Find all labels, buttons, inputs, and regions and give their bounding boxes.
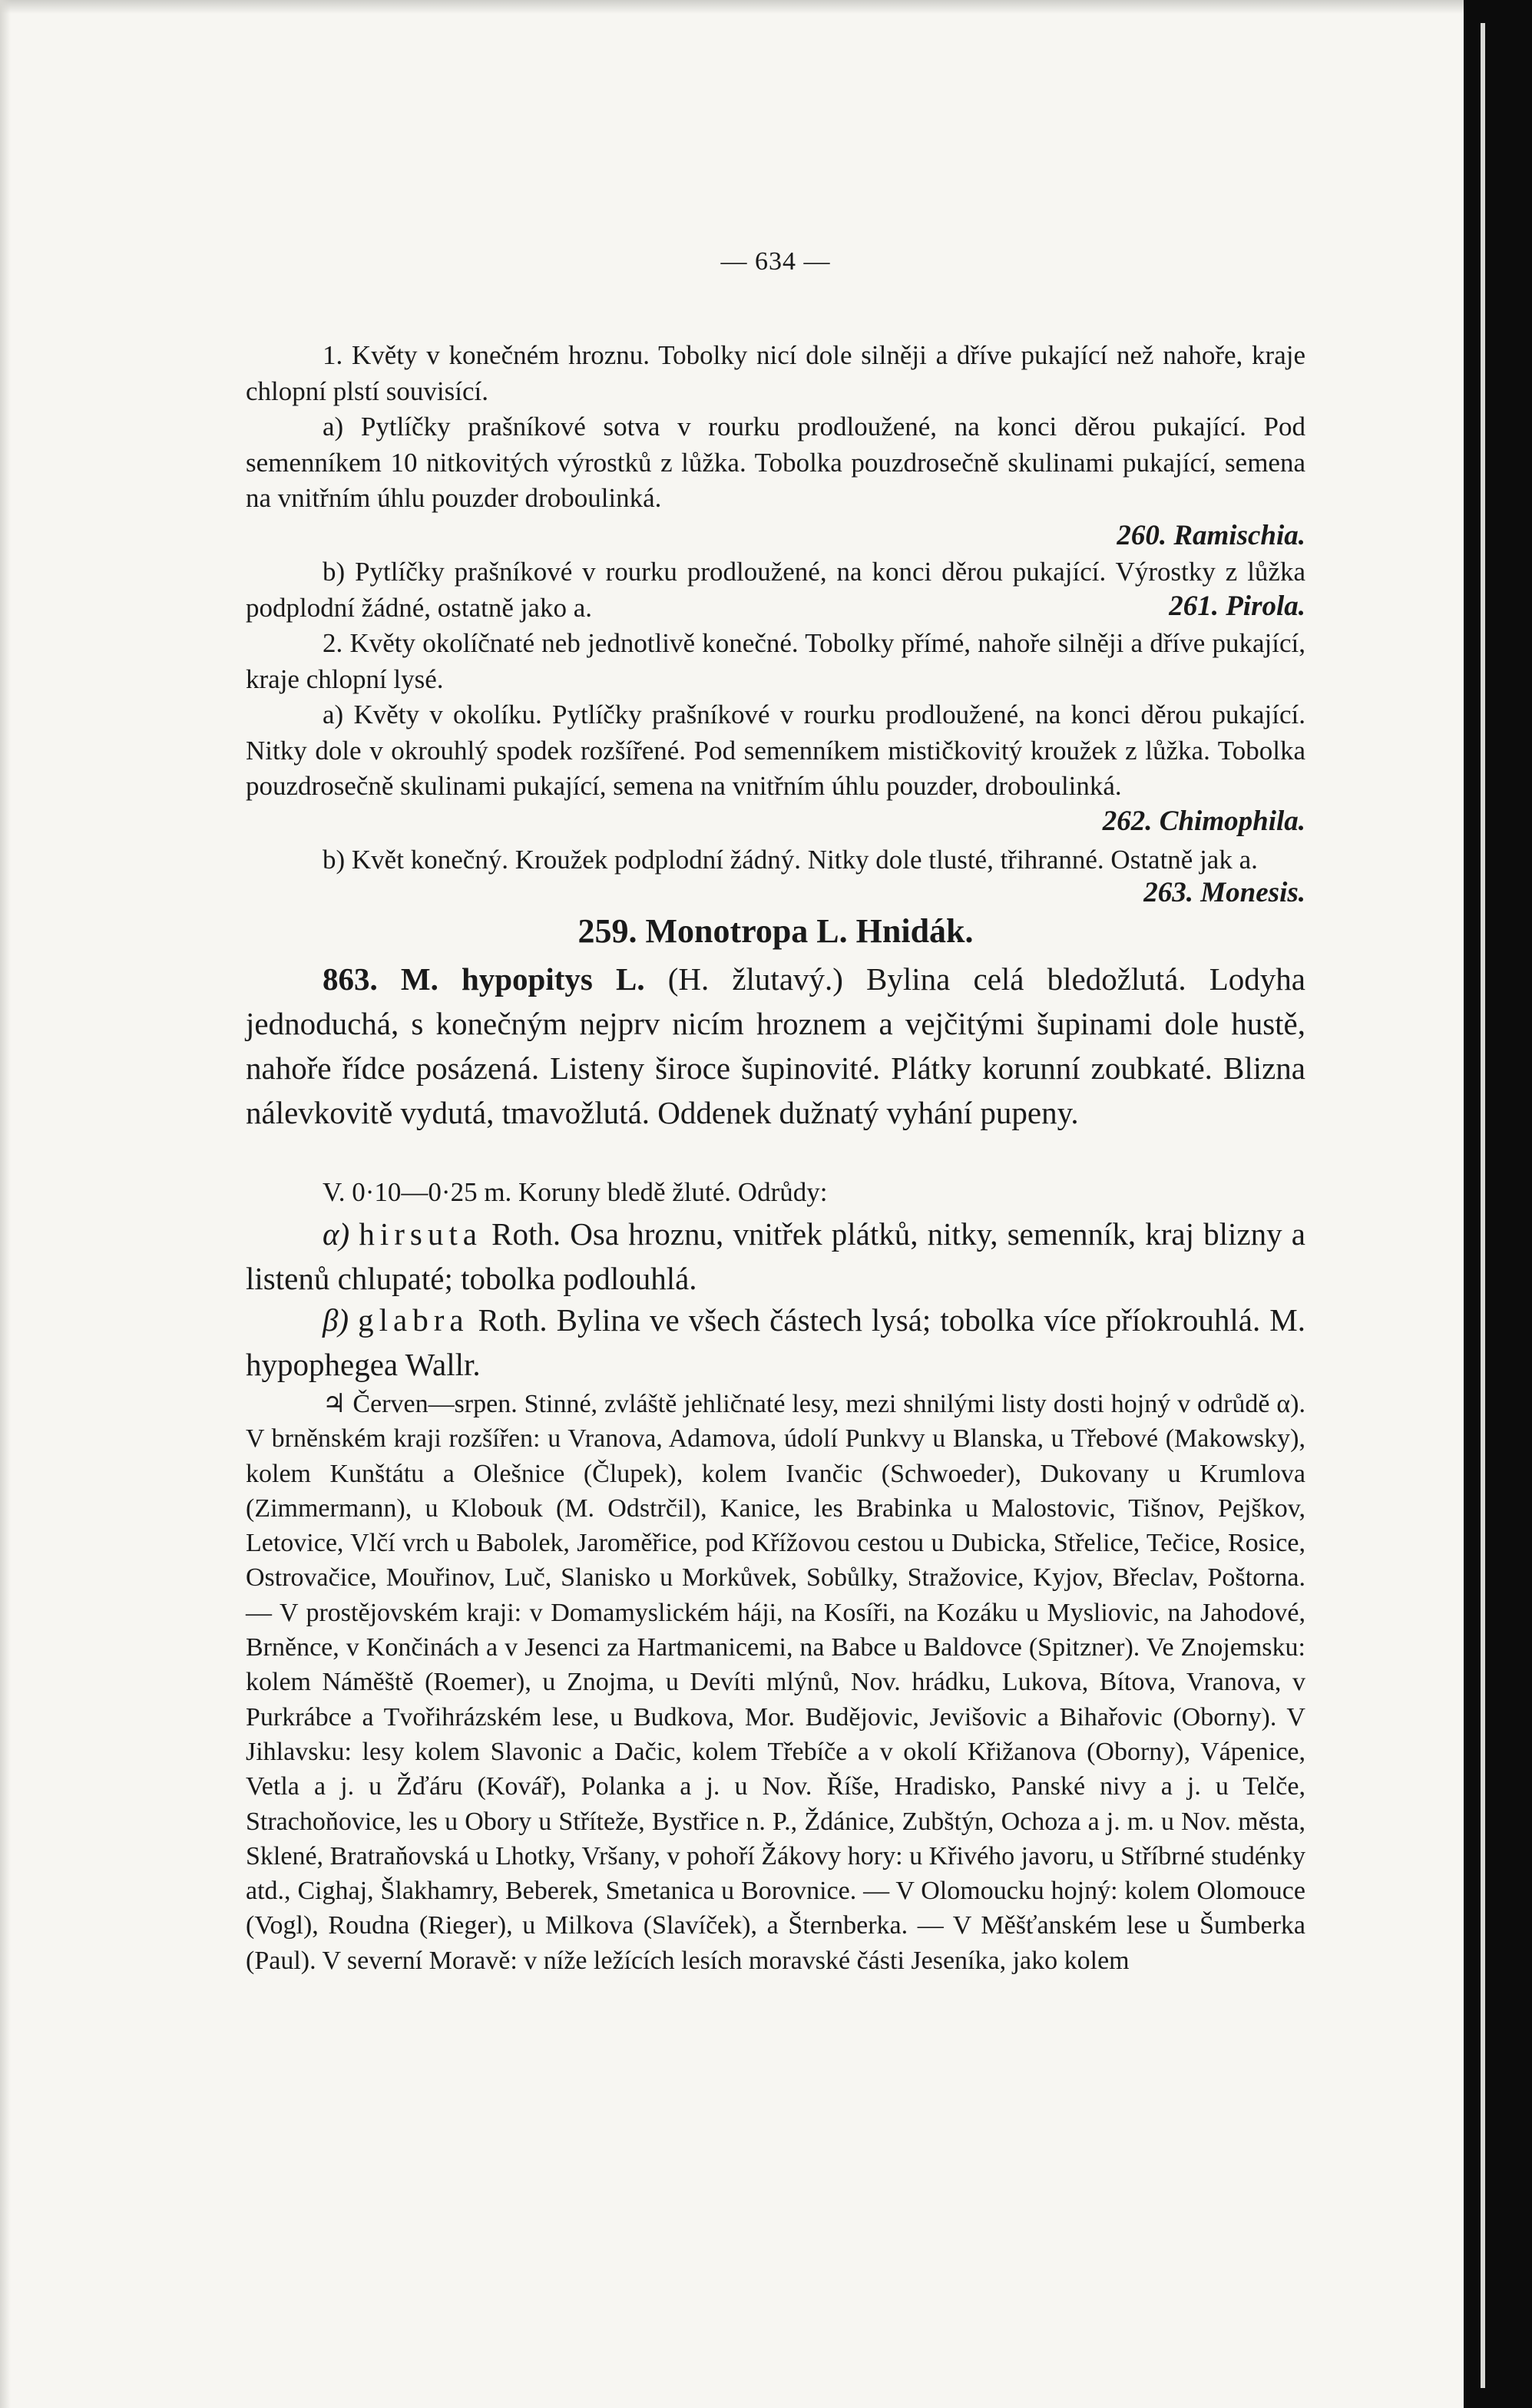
scan-left-shadow [0,0,11,2408]
key-item-2: 2. Květy okolíčnaté neb jednotlivě konečné. Tobolky přímé, nahoře silněji a dříve pukající, kraje chlopní lysé. [246,628,1305,694]
genus-ref-261: 261. Pirola. [1169,590,1305,622]
variety-alpha-name: hirsuta [359,1216,482,1252]
variety-beta [246,1298,1305,1387]
key-item-2b: b) Květ konečný. Kroužek podplodní žádný. Nitky dole tlusté, třihranné. Ostatně jak a. [323,845,1258,875]
genus-ref-260: 260. Ramischia. [1117,520,1305,551]
key-item-1a: a) Pytlíčky prašníkové sotva v rourku prodloužené, na konci děrou pukající. Pod semenníkem 10 nitkovitých výrostků z lůžka. Tobolka pouzdrosečně skulinami pukající, semena na vnitřním úhlu pouzder droboulinká. [246,412,1305,513]
genus-ref-263: 263. Monesis. [1143,877,1305,908]
variety-alpha [246,1212,1305,1301]
species-description [246,957,1305,1135]
scan-dark-edge [1464,0,1532,2408]
variety-beta-name: glabra [358,1302,469,1338]
species-measures: V. 0·10—0·25 m. Koruny bledě žluté. Odrůdy: [323,1177,828,1207]
species-number-name: 863. M. hypopitys L. [323,961,645,997]
variety-alpha-text: Roth. Osa hroznu, vnitřek plátků, nitky, semenník, kraj blizny a listenů chlupaté; tobolka podlouhlá. [246,1216,1306,1296]
key-item-1b-text: b) Pytlíčky prašníkové v rourku prodloužené, na konci děrou pukající. Výrostky z lůžka podplodní žádné, ostatně jako a. [246,557,1305,623]
key-item-1: 1. Květy v konečném hroznu. Tobolky nicí dole silněji a dříve pukající než nahoře, kraje chlopní plstí souvisící. [246,340,1305,406]
page-number: — 634 — [720,247,831,276]
species-distribution: ♃ Červen—srpen. Stinné, zvláště jehličnaté lesy, mezi shnilými listy dosti hojný v odrůdě α). V brněnském kraji rozšířen: u Vranova, Adamova, údolí Punkvy u Blanska, u Třebové (Makowsky), kolem Kunštátu a Olešnice (Člupek), kolem Ivančic (Schwoeder), Dukovany u Krumlova (Zimmermann), u Klobouk (M. Odstrčil), Kanice, les Brabinka u Malostovic, Tišnov, Pejškov, Letovice, Vlčí vrch u Babolek, Jaroměřice, pod Křížovou cestou u Dubicka, Střelice, Tečice, Rosice, Ostrovačice, Mouřinov, Luč, Slanisko u Morkůvek, Sobůlky, Stražovice, Kyjov, Břeclav, Poštorna. — V prostějovském kraji: v Domamyslickém háji, na Kosíři, na Kozáku u Mysliovic, na Jahodové, Brněnce, v Končinách a v Jesenci za Hartmanicemi, na Babce u Baldovce (Spitzner). Ve Znojemsku: kolem Náměště (Roemer), u Znojma, u Devíti mlýnů, Nov. hrádku, Lukova, Bítova, Vranova, v Purkrábce a Tvořihrázském lese, u Budkova, Mor. Budějovic, Jevišovic a Bihařovic (Oborny). V Jihlavsku: lesy kolem Slavonic a Dačic, kolem Třebíče a v okolí Křižanova (Oborny), Vápenice, Vetla a j. u Žďáru (Kovář), Polanka a j. u Nov. Říše, Hradisko, Panské nivy a j. u Telče, Strachoňovice, les u Obory u Stříteže, Bystřice n. P., Ždánice, Zubštýn, Ochoza a j. m. u Nov. města, Sklené, Bratraňovská u Lhotky, Vršany, v pohoří Žákovy hory: u Křivého javoru, u Stříbrné studénky atd., Cighaj, Šlakhamry, Beberek, Smetanica u Borovnice. — V Olomoucku hojný: kolem Olomouce (Vogl), Roudna (Rieger), u Milkova (Slavíček), a Šternberka. — V Měšťanském lese u Šumberka (Paul). V severní Moravě: v níže ležících lesích moravské části Jeseníka, jako kolem [246,1390,1305,1975]
genus-heading: 259. Monotropa L. Hnidák. [577,912,974,950]
genus-ref-262: 262. Chimophila. [1102,805,1305,837]
scan-edge-strip [1481,23,1485,2388]
variety-beta-text: Roth. Bylina ve všech částech lysá; tobolka více příokrouhlá. M. hypophegea Wallr. [246,1302,1305,1382]
scan-top-shadow [0,0,1464,14]
variety-alpha-label: α) [323,1216,350,1252]
variety-beta-label: β) [323,1302,349,1338]
key-item-2a: a) Květy v okolíku. Pytlíčky prašníkové v rourku prodloužené, na konci děrou pukající. Nitky dole v okrouhlý spodek rozšířené. Pod semenníkem mističkovitý kroužek z lůžka. Tobolka pouzdrosečně skulinami pukající, semena na vnitřním úhlu pouzder, droboulinká. [246,700,1305,801]
species-description-text: (H. žlutavý.) Bylina celá bledožlutá. Lodyha jednoduchá, s konečným nejprv nicím hroznem a vejčitými šupinami dole hustě, nahoře řídce posázená. Listeny široce šupinovité. Plátky korunní zoubkaté. Blizna nálevkovitě vydutá, tmavožlutá. Oddenek dužnatý vyhání pupeny. [246,961,1305,1130]
